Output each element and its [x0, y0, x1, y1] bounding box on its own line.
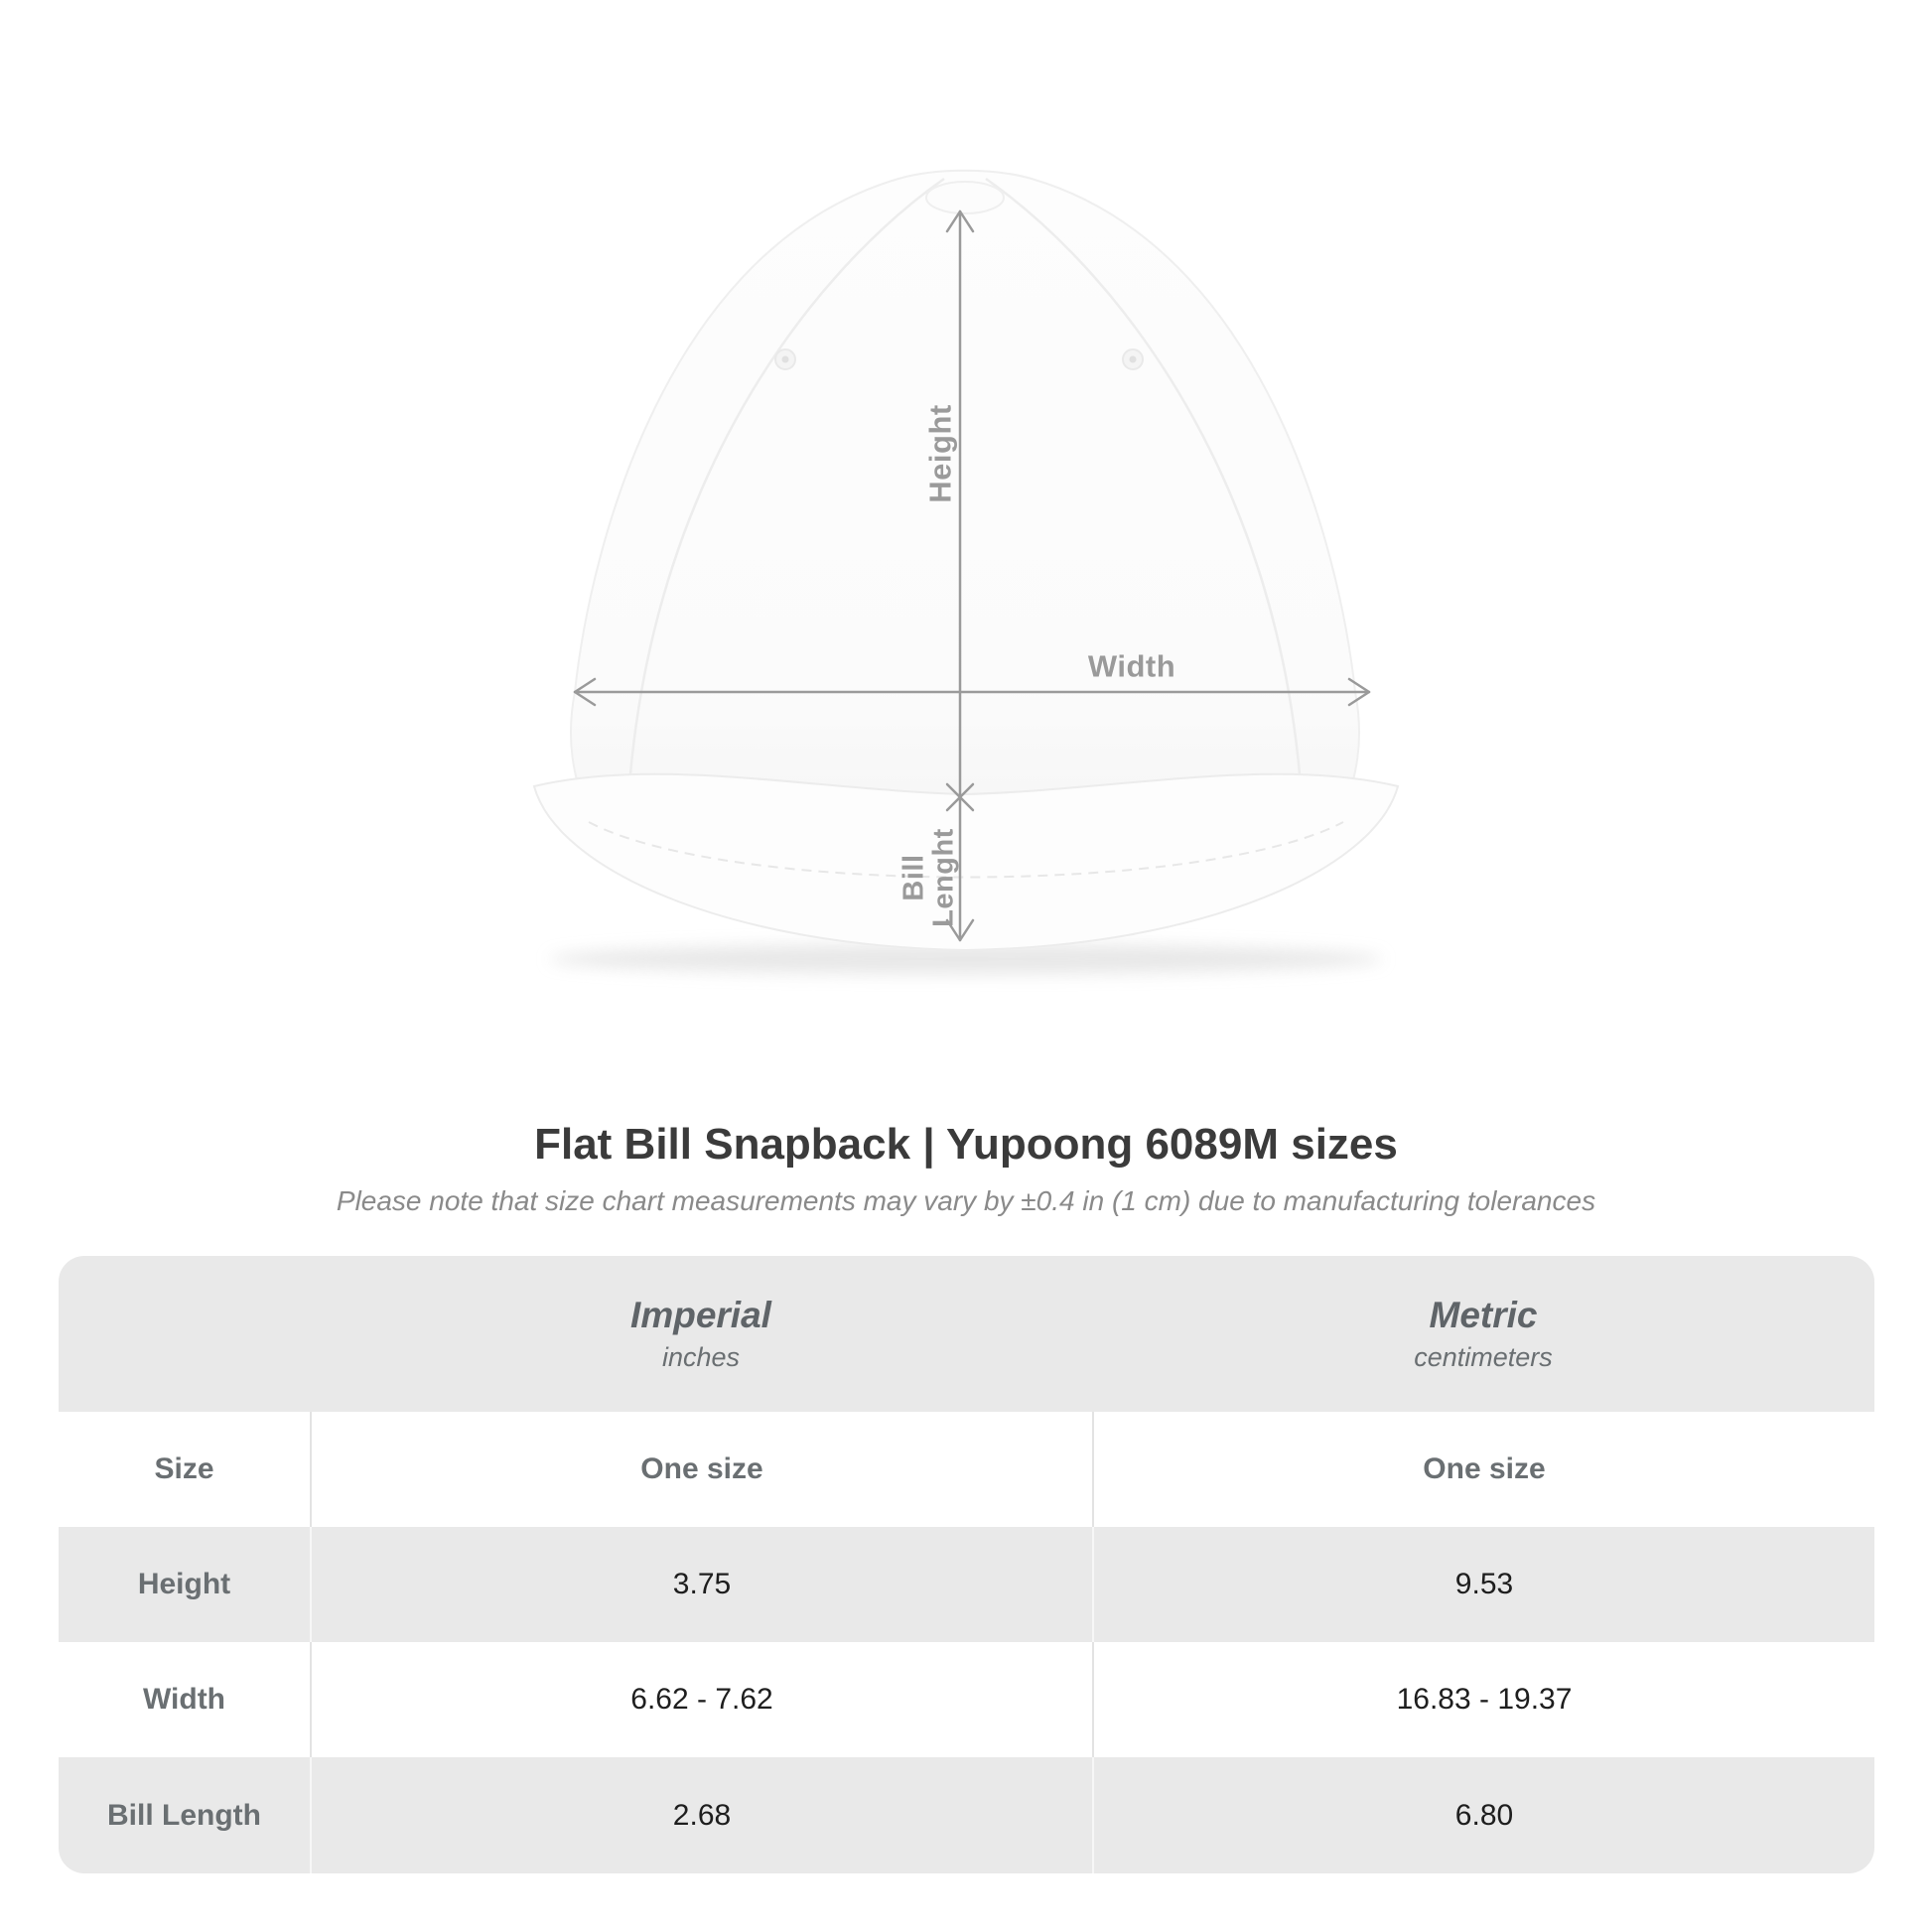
hat-button [926, 182, 1004, 213]
heading [0, 1120, 1932, 1217]
hat-eyelet-right [1123, 349, 1143, 369]
width-metric-value: 16.83 - 19.37 [1092, 1642, 1874, 1757]
header-spacer [59, 1256, 310, 1412]
row-label-height: Height [59, 1527, 310, 1642]
bill-length-metric-value: 6.80 [1092, 1757, 1874, 1873]
size-table [59, 1256, 1874, 1873]
tolerance-note: Please note that size chart measurements may vary by ±0.4 in (1 cm) due to manufacturing tolerances [336, 1184, 1596, 1216]
hat-crown [571, 171, 1359, 814]
header-imperial [310, 1256, 1092, 1412]
table-header [59, 1256, 1874, 1412]
size-imperial-value: One size [310, 1412, 1092, 1527]
hat-eyelet-left [775, 349, 795, 369]
metric-label: Metric [1429, 1295, 1538, 1335]
height-metric-value: 9.53 [1092, 1527, 1874, 1642]
height-dimension-label: Height [922, 404, 958, 503]
imperial-label: Imperial [630, 1295, 771, 1335]
row-label-size: Size [59, 1412, 310, 1527]
size-metric-value: One size [1092, 1412, 1874, 1527]
bill-length-dimension-label [899, 828, 960, 927]
bill-length-line2: Lenght [928, 828, 960, 927]
height-imperial-value: 3.75 [310, 1527, 1092, 1642]
hat-illustration [519, 119, 1413, 993]
bill-length-line1: Bill [897, 854, 930, 901]
width-dimension-label: Width [1087, 648, 1176, 684]
page-title: Flat Bill Snapback | Yupoong 6089M sizes [534, 1120, 1398, 1169]
header-metric [1092, 1256, 1874, 1412]
imperial-unit: inches [661, 1342, 741, 1372]
hat-figure [519, 119, 1413, 993]
metric-unit: centimeters [1414, 1342, 1553, 1372]
bill-length-imperial-value: 2.68 [310, 1757, 1092, 1873]
hat-bill [534, 774, 1398, 950]
row-label-width: Width [59, 1642, 310, 1757]
row-label-bill-length: Bill Length [59, 1757, 310, 1873]
width-imperial-value: 6.62 - 7.62 [310, 1642, 1092, 1757]
